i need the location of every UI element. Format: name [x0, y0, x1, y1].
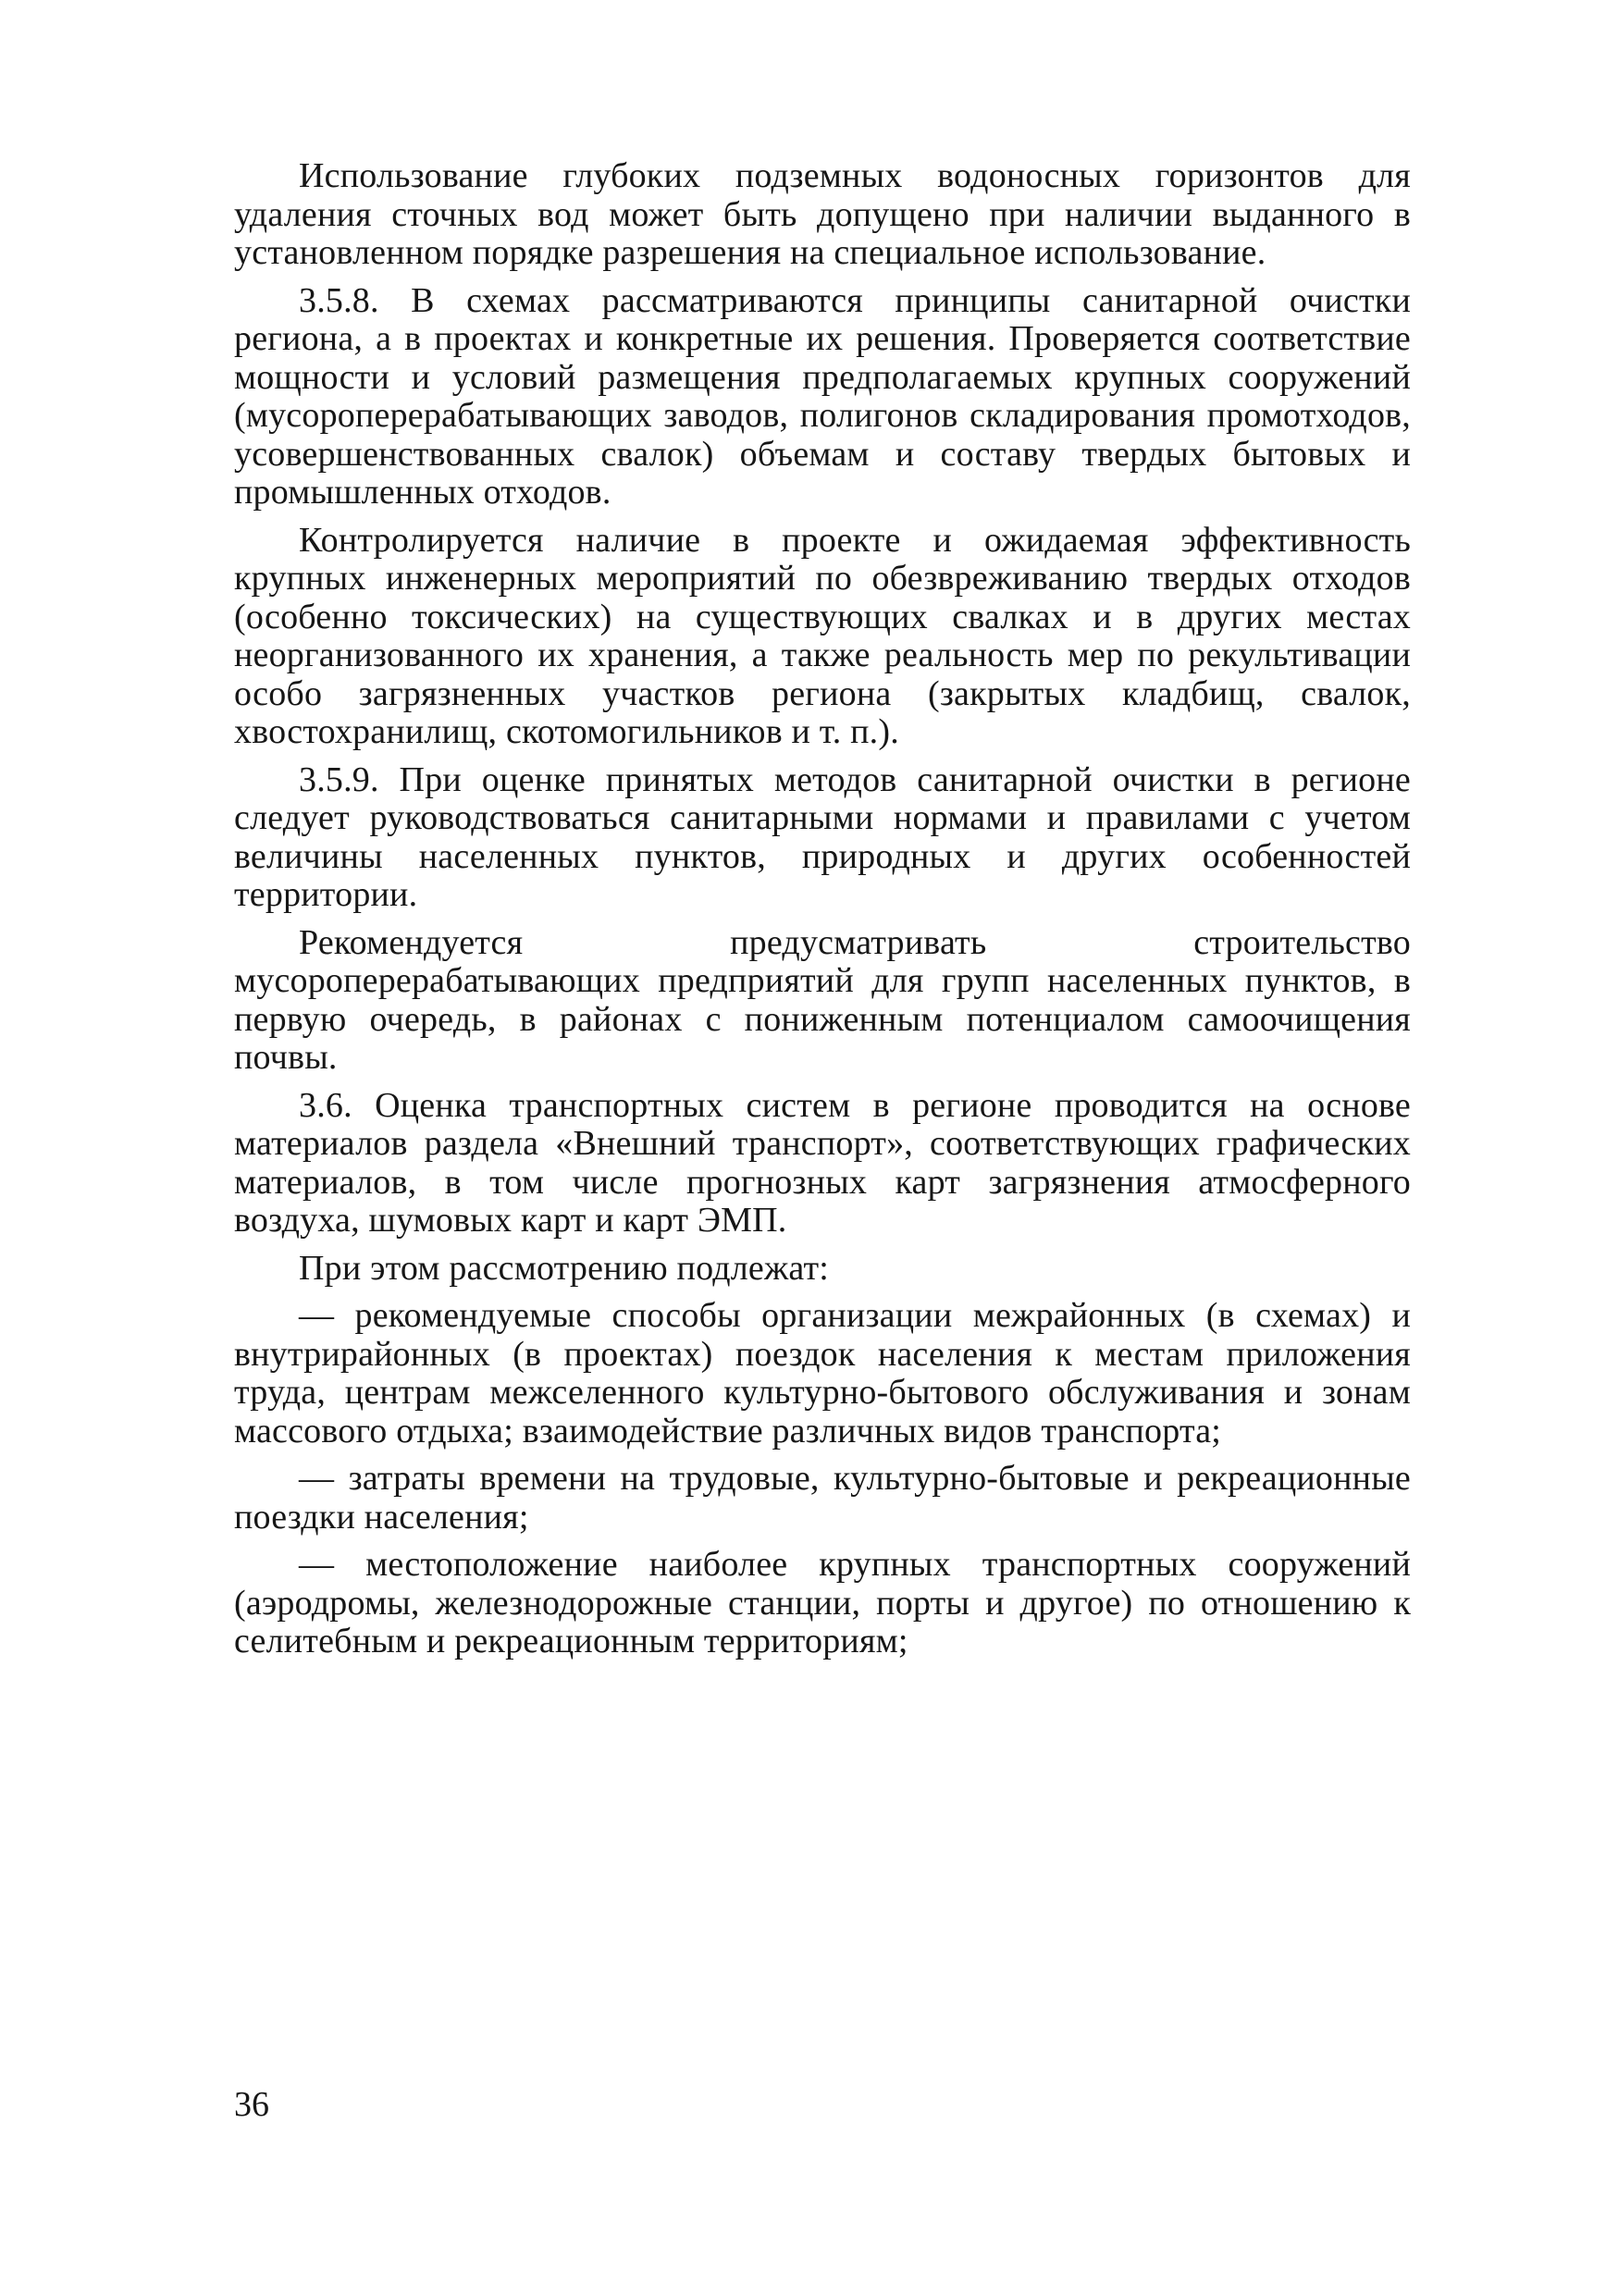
paragraph-groundwater-disposal: Использование глубоких подземных водоносных горизонтов для удаления сточных вод может быть допущено при наличии выданного в установленном порядке разрешения на специальное использование. — [234, 156, 1411, 272]
list-item-time-costs: — затраты времени на трудовые, культурно-бытовые и рекреационные поездки населения; — [234, 1459, 1411, 1537]
body-text — [234, 157, 1411, 1671]
list-item-trip-organization: — рекомендуемые способы организации межрайонных (в схемах) и внутрирайонных (в проектах) поездок населения к местам приложения труда, центрам межселенного культурно-бытового обслуживания и зонам массового отдыха; взаимодействие различных видов транспорта; — [234, 1296, 1411, 1450]
paragraph-3-5-9: 3.5.9. При оценке принятых методов санитарной очистки в регионе следует руководствоваться санитарными нормами и правилами с учетом величины населенных пунктов, природных и других особенностей территории. — [234, 759, 1411, 914]
paragraph-3-5-8: 3.5.8. В схемах рассматриваются принципы санитарной очистки региона, а в проектах и конкретные их решения. Проверяется соответствие мощности и условий размещения предполагаемых крупных сооружений (мусороперерабатывающих заводов, полигонов складирования промотходов, усовершенствованных свалок) объемам и составу твердых бытовых и промышленных отходов. — [234, 280, 1411, 512]
paragraph-review-intro: При этом рассмотрению подлежат: — [299, 1248, 830, 1288]
paragraph-recommendation: Рекомендуется предусматривать строительство мусороперерабатывающих предприятий для групп населенных пунктов, в первую очередь, в районах с пониженным потенциалом самоочищения почвы. — [234, 922, 1411, 1077]
page-number: 36 — [234, 2085, 269, 2124]
paragraph-control-waste: Контролируется наличие в проекте и ожидаемая эффективность крупных инженерных мероприятий по обезвреживанию твердых отходов (особенно токсических) на существующих свалках и в других местах неорганизованного их хранения, а также реальность мер по рекультивации особо загрязненных участков региона (закрытых кладбищ, свалок, хвостохранилищ, скотомогильников и т. п.). — [234, 520, 1411, 751]
list-item-facility-location: — местоположение наиболее крупных транспортных сооружений (аэродромы, железнодорожные станции, порты и другое) по отношению к селитебным и рекреационным территориям; — [234, 1545, 1411, 1660]
paragraph-3-6: 3.6. Оценка транспортных систем в регионе проводится на основе материалов раздела «Внешний транспорт», соответствующих графических материалов, в том числе прогнозных карт загрязнения атмосферного воздуха, шумовых карт и карт ЭМП. — [234, 1085, 1411, 1240]
